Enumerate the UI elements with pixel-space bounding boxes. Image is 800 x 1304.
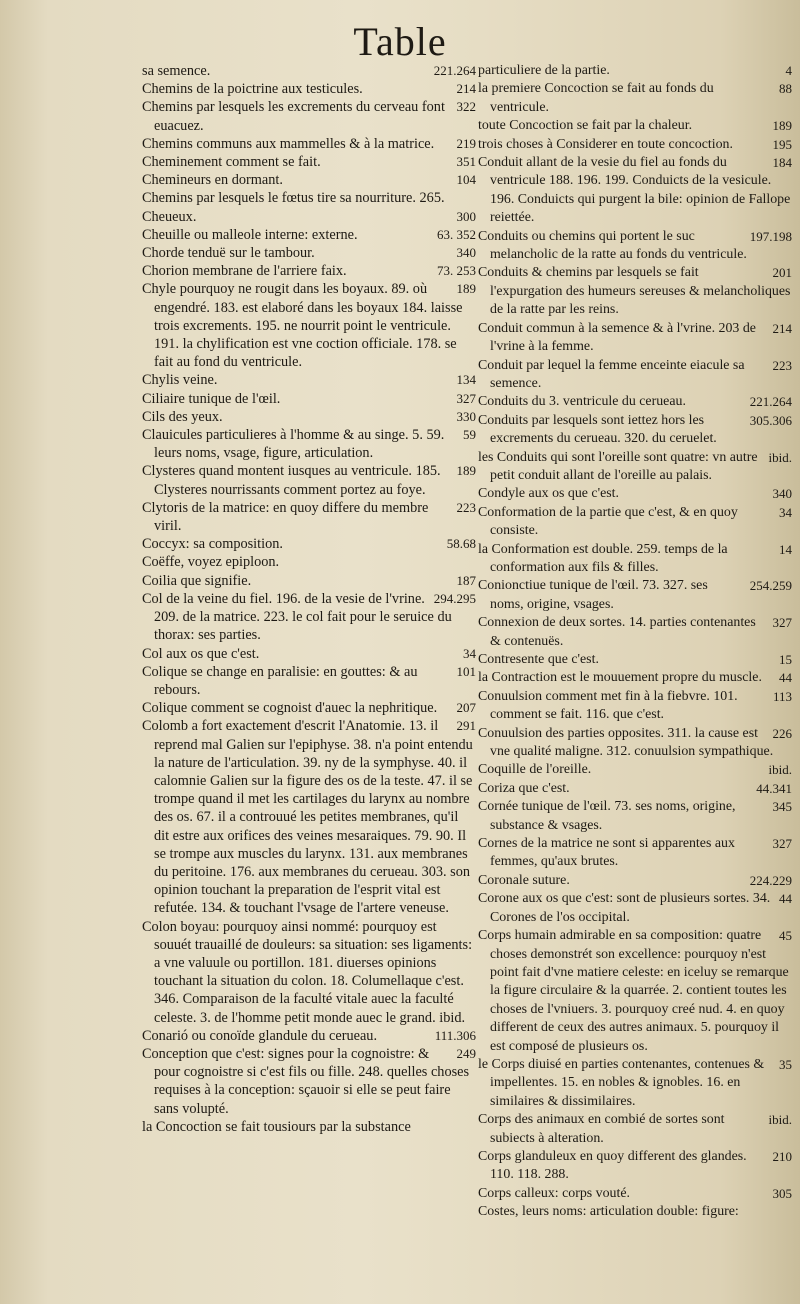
page-reference: 330	[456, 408, 476, 424]
entry-text: Clysteres quand montent iusques au ventricule. 185. Clysteres nourrissants comment portez au foye.	[142, 463, 441, 498]
entry-text: Conduits & chemins par lesquels se fait l'expurgation des humeurs sereuses & melancholiques de la ratte par les reins.	[478, 265, 791, 318]
page-reference: 254.259	[749, 578, 792, 594]
index-entry	[478, 264, 792, 319]
entry-text: Clauicules particulieres à l'homme & au singe. 5. 59. leurs noms, vsage, figure, articulation.	[142, 427, 445, 462]
entry-text: toute Concoction se fait par la chaleur.	[478, 118, 693, 134]
entry-text: Corps des animaux en combié de sortes sont subiects à alteration.	[478, 1112, 725, 1146]
page-reference: 184	[772, 155, 792, 171]
page-reference: 101	[456, 663, 476, 679]
entry-text: Coëffe, voyez epiploon.	[142, 554, 280, 571]
page-reference: 207	[456, 700, 476, 716]
page-reference: 327	[772, 615, 792, 631]
index-entry	[142, 371, 476, 389]
index-entry	[142, 1027, 476, 1045]
index-entry	[478, 927, 792, 1056]
page-reference: 4	[785, 63, 792, 78]
index-entry	[478, 1148, 792, 1185]
entry-text: Coriza que c'est.	[478, 780, 570, 796]
index-entry	[142, 408, 476, 426]
index-entry	[142, 462, 476, 498]
page-reference: 14	[779, 541, 792, 557]
page-reference: 44.341	[756, 780, 792, 796]
entry-text: le Corps diuisé en parties contenantes, contenues & impellentes. 15. en nobles & ignobles. 16. en similaires & dissimilaires.	[478, 1056, 765, 1109]
entry-text: Col de la veine du fiel. 196. de la vesie de l'vrine. 209. de la matrice. 223. le col fait pour le seruice du thorax: ses parties.	[142, 590, 452, 644]
entry-text: Conduit commun à la semence & à l'vrine. 203 de l'vrine à la femme.	[478, 320, 756, 355]
entry-text: Contresente que c'est.	[478, 652, 599, 667]
entry-text: Cheminement comment se fait.	[142, 154, 321, 171]
page-reference: 249	[456, 1045, 476, 1061]
entry-text: Col aux os que c'est.	[142, 645, 260, 662]
index-entry	[142, 1045, 476, 1118]
page-reference: 59	[463, 427, 476, 443]
right-index-column	[478, 62, 792, 1222]
page-reference: 113	[772, 688, 792, 704]
entry-text: Cornée tunique de l'œil. 73. ses noms, origine, substance & vsages.	[478, 799, 736, 833]
entry-text: Conformation de la partie que c'est, & en quoy consiste.	[478, 504, 738, 539]
index-entry	[478, 154, 792, 228]
entry-text: les Conduits qui sont l'oreille sont quatre: vn autre petit conduit allant de l'oreille au palais.	[478, 449, 758, 483]
page-reference: 34	[779, 504, 792, 520]
index-entry	[142, 171, 476, 189]
entry-text: Conduits ou chemins qui portent le suc melancholic de la ratte au fonds du ventricule.	[478, 228, 747, 263]
index-entry	[478, 761, 792, 779]
index-entry	[478, 835, 792, 872]
index-entry	[478, 1185, 792, 1203]
entry-text: Cils des yeux.	[142, 408, 223, 425]
entry-text: sa semence.	[142, 63, 211, 79]
page-reference: 221.264	[749, 394, 792, 410]
index-entry	[478, 669, 792, 687]
index-entry	[142, 62, 476, 80]
entry-text: Corps calleux: corps vouté.	[478, 1185, 630, 1201]
index-entry	[478, 412, 792, 449]
entry-text: Colique comment se cognoist d'auec la nephritique.	[142, 700, 438, 717]
index-entry	[142, 135, 476, 153]
entry-text: Chylis veine.	[142, 372, 218, 389]
page-reference: 44	[779, 891, 792, 907]
entry-text: Colique se change en paralisie: en gouttes: & au rebours.	[142, 663, 418, 698]
page-reference: 197.198	[749, 228, 792, 244]
entry-text: Costes, leurs noms: articulation double: figure:	[478, 1204, 739, 1220]
index-entry	[478, 890, 792, 927]
entry-text: la Conformation est double. 259. temps de la conformation aux fils & filles.	[478, 541, 728, 575]
index-entry	[142, 553, 476, 571]
entry-text: Colomb a fort exactement d'escrit l'Anatomie. 13. il reprend mal Galien sur l'epiphyse. 38. n'a point entendu la nature de l'articulation. 39. ny de la symphyse. 40. il calomnie Galien sur la figure des os de la teste. 47. il se trompe quand il met les cartilages du larynx au nombre des os. 67. il a controuué les petites membranes, qu'il dit estre aux orifices des veines mesaraiques. 79. 90. Il se trompe aux muscles du larynx. 131. aux membranes du peritoine. 176. aux membranes du cerueau. 303. son opinion touchant la preparation de l'esprit vital est refutée. 134. & touchant l'vsage de l'artere veneuse.	[142, 718, 473, 917]
index-entry	[478, 651, 792, 669]
index-entry	[142, 244, 476, 262]
entry-text: Conuulsion des parties opposites. 311. la cause est vne qualité maligne. 312. conuulsion sympathique.	[478, 725, 774, 760]
page-reference: 224.229	[749, 872, 792, 888]
page-reference: 223	[456, 499, 476, 515]
index-entry	[142, 153, 476, 171]
index-entry	[142, 645, 476, 663]
index-entry	[478, 504, 792, 541]
page-reference: 210	[772, 1148, 792, 1164]
entry-text: Clytoris de la matrice: en quoy differe du membre viril.	[142, 499, 429, 535]
index-entry	[478, 577, 792, 614]
page-reference: 187	[456, 572, 476, 588]
index-entry	[142, 226, 476, 244]
index-entry	[142, 189, 476, 207]
index-entry	[478, 449, 792, 486]
index-entry	[478, 393, 792, 411]
index-entry	[478, 1056, 792, 1111]
entry-text: Conduits par lesquels sont iettez hors les excrements du cerueau. 320. du ceruelet.	[478, 412, 717, 447]
entry-text: Colon boyau: pourquoy ainsi nommé: pourquoy est souuét trauaillé de douleurs: sa situation: ses ligaments: a vne valuule ou portillon. 181. diuerses opinions touchant la situation du colon. 18. Columellaque c'est. 346. Comparaison de la faculté vitale auec la faculté celeste. 3. de l'homme petit monde auec le grand. ibid.	[142, 918, 473, 1026]
index-entry	[478, 228, 792, 265]
page-reference: 327	[772, 836, 792, 852]
index-entry	[142, 717, 476, 917]
page-reference: 214	[456, 81, 476, 97]
index-entry	[478, 725, 792, 762]
page-reference: 189	[772, 118, 792, 134]
index-entry	[478, 798, 792, 835]
entry-text: Conception que c'est: signes pour la cognoistre: & pour cognoistre si c'est fils ou fille. 248. quelles choses requises à la conception: sçauoir si elle se peut faire sans volupté.	[142, 1045, 470, 1117]
entry-text: Conduit allant de la vesie du fiel au fonds du ventricule 188. 196. 199. Conduicts de la vesicule. 196. Conduicts qui purgent la bile: opinion de Fallope reiettée.	[478, 155, 791, 226]
page-reference: 340	[456, 245, 476, 261]
entry-text: Ciliaire tunique de l'œil.	[142, 390, 281, 407]
page-reference: ibid.	[768, 762, 792, 778]
index-entry	[478, 62, 792, 80]
index-entry	[142, 535, 476, 553]
index-entry	[142, 390, 476, 408]
entry-text: trois choses à Considerer en toute concoction.	[478, 136, 733, 152]
index-entry	[478, 688, 792, 725]
page-reference: 300	[456, 208, 476, 224]
page-reference: 44	[779, 670, 792, 686]
page-reference: ibid.	[768, 449, 792, 465]
page-reference: 221.264	[433, 63, 476, 78]
index-entry	[478, 320, 792, 357]
page-reference: 351	[456, 154, 476, 170]
entry-text: Coilia que signifie.	[142, 572, 252, 589]
page-reference: 88	[779, 81, 792, 97]
index-entry	[142, 262, 476, 280]
index-entry	[478, 614, 792, 651]
entry-text: Chemins communs aux mammelles & à la matrice.	[142, 135, 435, 152]
page-reference: 226	[772, 725, 792, 741]
page-reference: 63. 352	[437, 226, 476, 242]
page-reference: 327	[456, 390, 476, 406]
entry-text: Conuulsion comment met fin à la fiebvre. 101. comment se fait. 116. que c'est.	[478, 688, 738, 723]
index-entry	[142, 280, 476, 371]
entry-text: Corps glanduleux en quoy different des glandes. 110. 118. 288.	[478, 1148, 747, 1183]
entry-text: Coronale suture.	[478, 872, 570, 888]
page-reference: 305.306	[749, 412, 792, 428]
page-reference: 322	[456, 99, 476, 115]
index-entry	[478, 541, 792, 578]
left-index-column	[142, 62, 476, 1136]
index-entry	[142, 572, 476, 590]
entry-text: Coquille de l'oreille.	[478, 762, 592, 778]
page-reference: 345	[772, 799, 792, 815]
entry-text: Chemins par lesquels le fœtus tire sa nourriture. 265.	[142, 190, 445, 207]
index-entry	[142, 98, 476, 134]
page-reference: 294.295	[433, 590, 476, 606]
index-entry	[478, 1203, 792, 1221]
entry-text: la premiere Concoction se fait au fonds du ventricule.	[478, 81, 714, 115]
index-entry	[142, 426, 476, 462]
index-entry	[478, 136, 792, 154]
page-title: Table	[353, 19, 447, 64]
entry-text: Cheuille ou malleole interne: externe.	[142, 226, 358, 243]
entry-text: particuliere de la partie.	[478, 63, 610, 78]
entry-text: Conduit par lequel la femme enceinte eiacule sa semence.	[478, 357, 745, 391]
page-reference: 111.306	[434, 1027, 476, 1043]
page-reference: 219	[456, 135, 476, 151]
page-reference: 189	[456, 463, 476, 479]
page-reference: 201	[772, 265, 792, 281]
page-reference: 104	[456, 172, 476, 188]
entry-text: Chyle pourquoy ne rougit dans les boyaux. 89. où engendré. 183. est elaboré dans les boyaux 184. laisse trois excrements. 195. ne nourrit point le ventricule. 191. la chylification est vne coction officiale. 178. se fait au fond du ventricule.	[142, 281, 463, 371]
entry-text: Conionctiue tunique de l'œil. 73. 327. ses noms, origine, vsages.	[478, 578, 708, 612]
entry-text: Connexion de deux sortes. 14. parties contenantes & contenuës.	[478, 615, 756, 649]
page-reference: 305	[772, 1185, 792, 1201]
page-reference: 134	[456, 372, 476, 388]
entry-text: la Contraction est le mouuement propre du muscle.	[478, 670, 762, 686]
index-entry	[142, 499, 476, 535]
index-entry	[142, 208, 476, 226]
page-reference: ibid.	[768, 1112, 792, 1128]
entry-text: Corps humain admirable en sa composition: quatre choses demonstrét son excellence: pourquoy n'est point fait d'vne matiere celeste: en iceluy se remarque la figure circulaire & la quarrée. 2. contient toutes les choses de l'vniuers. 3. pourquoy creé nud. 4. en quoy different de ceux des autres animaux. 5. pourquoy il est composé de plusieurs os.	[478, 928, 789, 1054]
page-reference: 35	[779, 1056, 792, 1072]
entry-text: Conduits du 3. ventricule du cerueau.	[478, 394, 686, 410]
index-entry	[142, 699, 476, 717]
index-entry	[478, 357, 792, 394]
index-entry	[478, 872, 792, 890]
page-reference: 195	[772, 136, 792, 152]
index-entry	[142, 1118, 476, 1136]
index-entry	[142, 590, 476, 645]
entry-text: Chorde tenduë sur le tambour.	[142, 245, 315, 262]
page-reference: 15	[779, 652, 792, 667]
index-entry	[478, 1111, 792, 1148]
entry-text: Chemineurs en dormant.	[142, 172, 283, 189]
entry-text: Cornes de la matrice ne sont si apparentes aux femmes, qu'aux brutes.	[478, 836, 735, 870]
page-reference: 340	[772, 486, 792, 502]
entry-text: Coccyx: sa composition.	[142, 536, 283, 553]
page-reference: 73. 253	[437, 263, 476, 279]
entry-text: Chemins par lesquels les excrements du cerveau font euacuez.	[142, 99, 445, 134]
page-reference: 189	[456, 281, 476, 297]
index-entry	[478, 485, 792, 503]
index-entry	[478, 80, 792, 117]
index-entry	[142, 80, 476, 98]
page-reference: 223	[772, 357, 792, 373]
entry-text: la Concoction se fait tousiours par la substance	[142, 1118, 411, 1135]
entry-text: Chorion membrane de l'arriere faix.	[142, 263, 347, 280]
page-reference: 214	[772, 320, 792, 336]
index-entry	[142, 918, 476, 1027]
page-reference: 58.68	[446, 536, 476, 552]
entry-text: Cheueux.	[142, 208, 197, 225]
index-entry	[478, 117, 792, 135]
index-entry	[142, 663, 476, 699]
index-entry	[478, 780, 792, 798]
entry-text: Corone aux os que c'est: sont de plusieurs sortes. 34. Corones de l'os occipital.	[478, 891, 771, 925]
page-reference: 34	[463, 645, 476, 661]
page-reference: 45	[779, 928, 792, 944]
entry-text: Condyle aux os que c'est.	[478, 486, 619, 502]
entry-text: Chemins de la poictrine aux testicules.	[142, 81, 363, 98]
entry-text: Conarió ou conoïde glandule du cerueau.	[142, 1027, 378, 1044]
page-reference: 291	[456, 718, 476, 734]
